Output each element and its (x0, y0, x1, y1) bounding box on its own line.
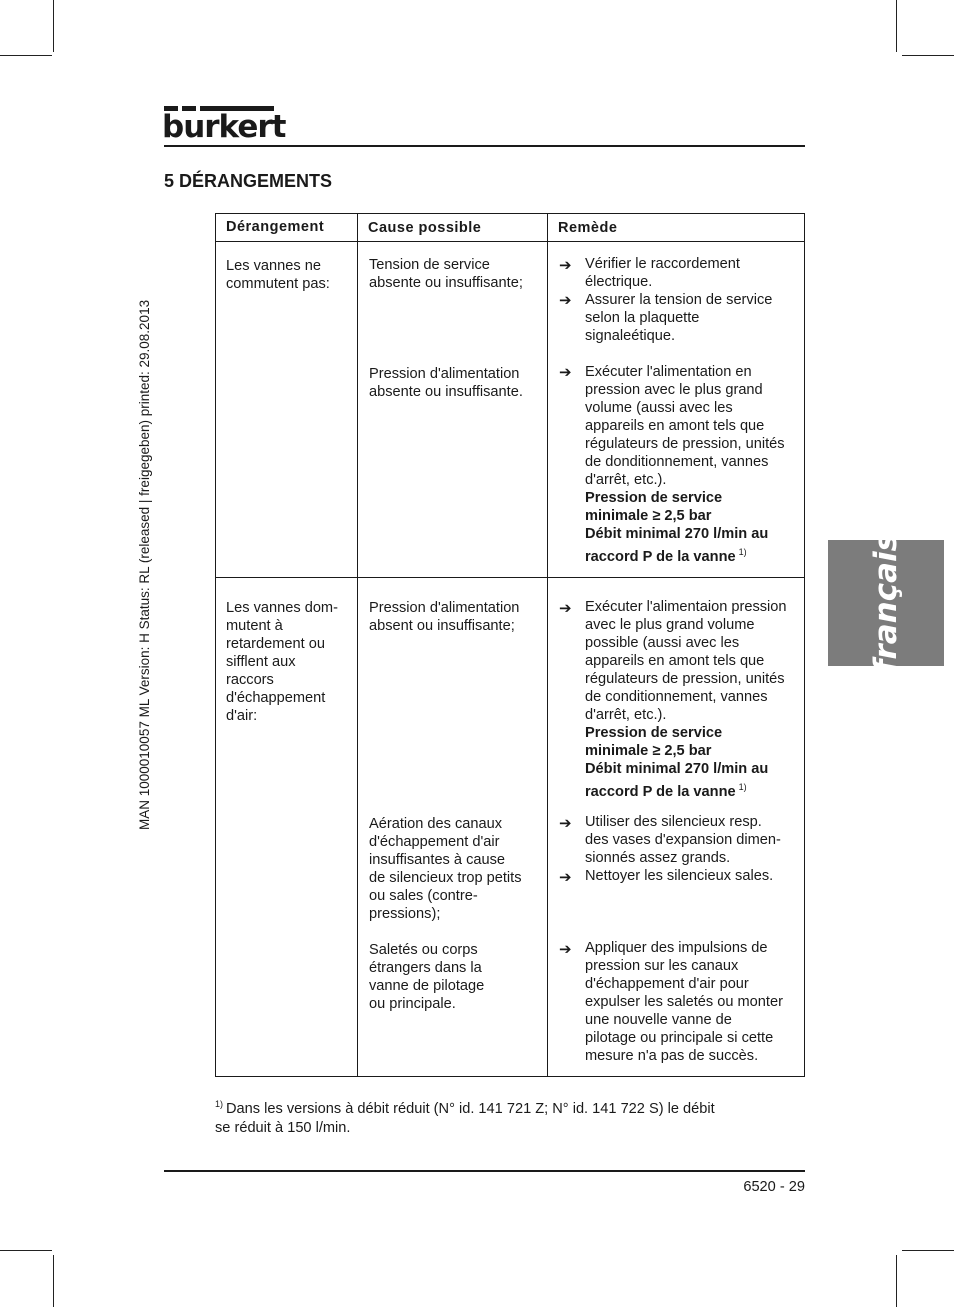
row1-fault: Les vannes ne commutent pas: (226, 258, 330, 292)
row1-remedy-1a: Vérifier le raccordement électrique. (585, 256, 740, 290)
footnote-mark: 1) (215, 1099, 224, 1109)
logo-wordmark: burkert (162, 109, 286, 145)
language-tab (828, 532, 944, 674)
row2-cause-2: Aération des canaux d'échappement d'air insuffisantes à cause de silencieux trop petits ou sales (contre- pressions); (369, 816, 522, 922)
row2-remedy-1: Exécuter l'alimentaion pression avec le plus grand volume possible (aussi avec les appareils en amont tels que régulateurs de pression, unités de conditionnement, vannes d'arrêt, etc.). Pression de service minimale ≥ 2,5 bar Débit minimal 270 l/min au raccord P de la vanne $^{1)}$ (585, 599, 787, 800)
row2-remedy-3: Appliquer des impulsions de pression sur les canaux d'échappement d'air pour expulser les saletés ou monter une nouvelle vanne de pilotage ou principale si cette mesure n'a pas de succès. (585, 940, 783, 1064)
footnote-ref: 1) (738, 547, 747, 557)
row2-remedy-2a: Utiliser des silencieux resp. des vases d'expansion dimen- sionnés assez grands. (585, 814, 781, 866)
crop-mark (0, 1250, 52, 1251)
crop-mark (53, 1255, 54, 1307)
row2-cause-1: Pression d'alimentation absent ou insuffisante; (369, 600, 520, 634)
header-cause: Cause possible (368, 220, 482, 236)
arrow-icon: ➔ (559, 256, 572, 274)
footnote-ref: 1) (738, 782, 747, 792)
row-divider (216, 577, 804, 578)
arrow-icon: ➔ (559, 940, 572, 958)
burkert-logo (162, 106, 286, 145)
page-number: 6520 - 29 (743, 1179, 805, 1195)
footnote-line-1: Dans les versions à débit réduit (N° id. 141 721 Z; N° id. 141 722 S) le débit (226, 1101, 715, 1117)
row2-remedy-2b: Nettoyer les silencieux sales. (585, 868, 774, 884)
row1-remedy-1b: Assurer la tension de service selon la plaquette signaleétique. (585, 292, 773, 344)
row1-cause-1: Tension de service absente ou insuffisante; (369, 257, 523, 291)
crop-mark (896, 1255, 897, 1307)
row2-cause-3: Saletés ou corps étrangers dans la vanne de pilotage ou principale. (369, 942, 485, 1012)
header-remedy: Remède (558, 220, 618, 236)
column-divider (547, 214, 548, 1076)
crop-mark (902, 1250, 954, 1251)
header-divider (216, 241, 804, 242)
crop-mark (902, 55, 954, 56)
troubleshooting-table (215, 213, 805, 1077)
row2-fault: Les vannes dom- mutent à retardement ou sifflent aux raccors d'échappement d'air: (226, 600, 338, 724)
header-rule (164, 145, 805, 147)
crop-mark (896, 0, 897, 52)
section-title: 5 DÉRANGEMENTS (164, 171, 333, 191)
document-meta-vertical: MAN 1000010057 ML Version: H Status: RL (released | freigegeben) printed: 29.08.2013 (137, 299, 152, 830)
footnote (215, 1095, 815, 1138)
crop-mark (53, 0, 54, 52)
footer-rule (164, 1170, 805, 1172)
header-fault: Dérangement (226, 219, 325, 235)
arrow-icon: ➔ (559, 868, 572, 886)
arrow-icon: ➔ (559, 814, 572, 832)
arrow-icon: ➔ (559, 599, 572, 617)
arrow-icon: ➔ (559, 291, 572, 309)
column-divider (357, 214, 358, 1076)
footnote-line-2: se réduit à 150 l/min. (215, 1120, 351, 1136)
arrow-icon: ➔ (559, 363, 572, 381)
row1-remedy-2: Exécuter l'alimentation en pression avec le plus grand volume (aussi avec les appareils en amont tels que régulateurs de pression, unités de donditionnement, vannes d'arrêt, etc.). Pression de service minimale ≥ 2,5 bar Débit minimal 270 l/min au raccord P de la vanne $^{1)}$ (585, 364, 785, 565)
crop-mark (0, 55, 52, 56)
row1-cause-2: Pression d'alimentation absente ou insuffisante. (369, 366, 523, 400)
language-tab-label: français (868, 532, 904, 674)
